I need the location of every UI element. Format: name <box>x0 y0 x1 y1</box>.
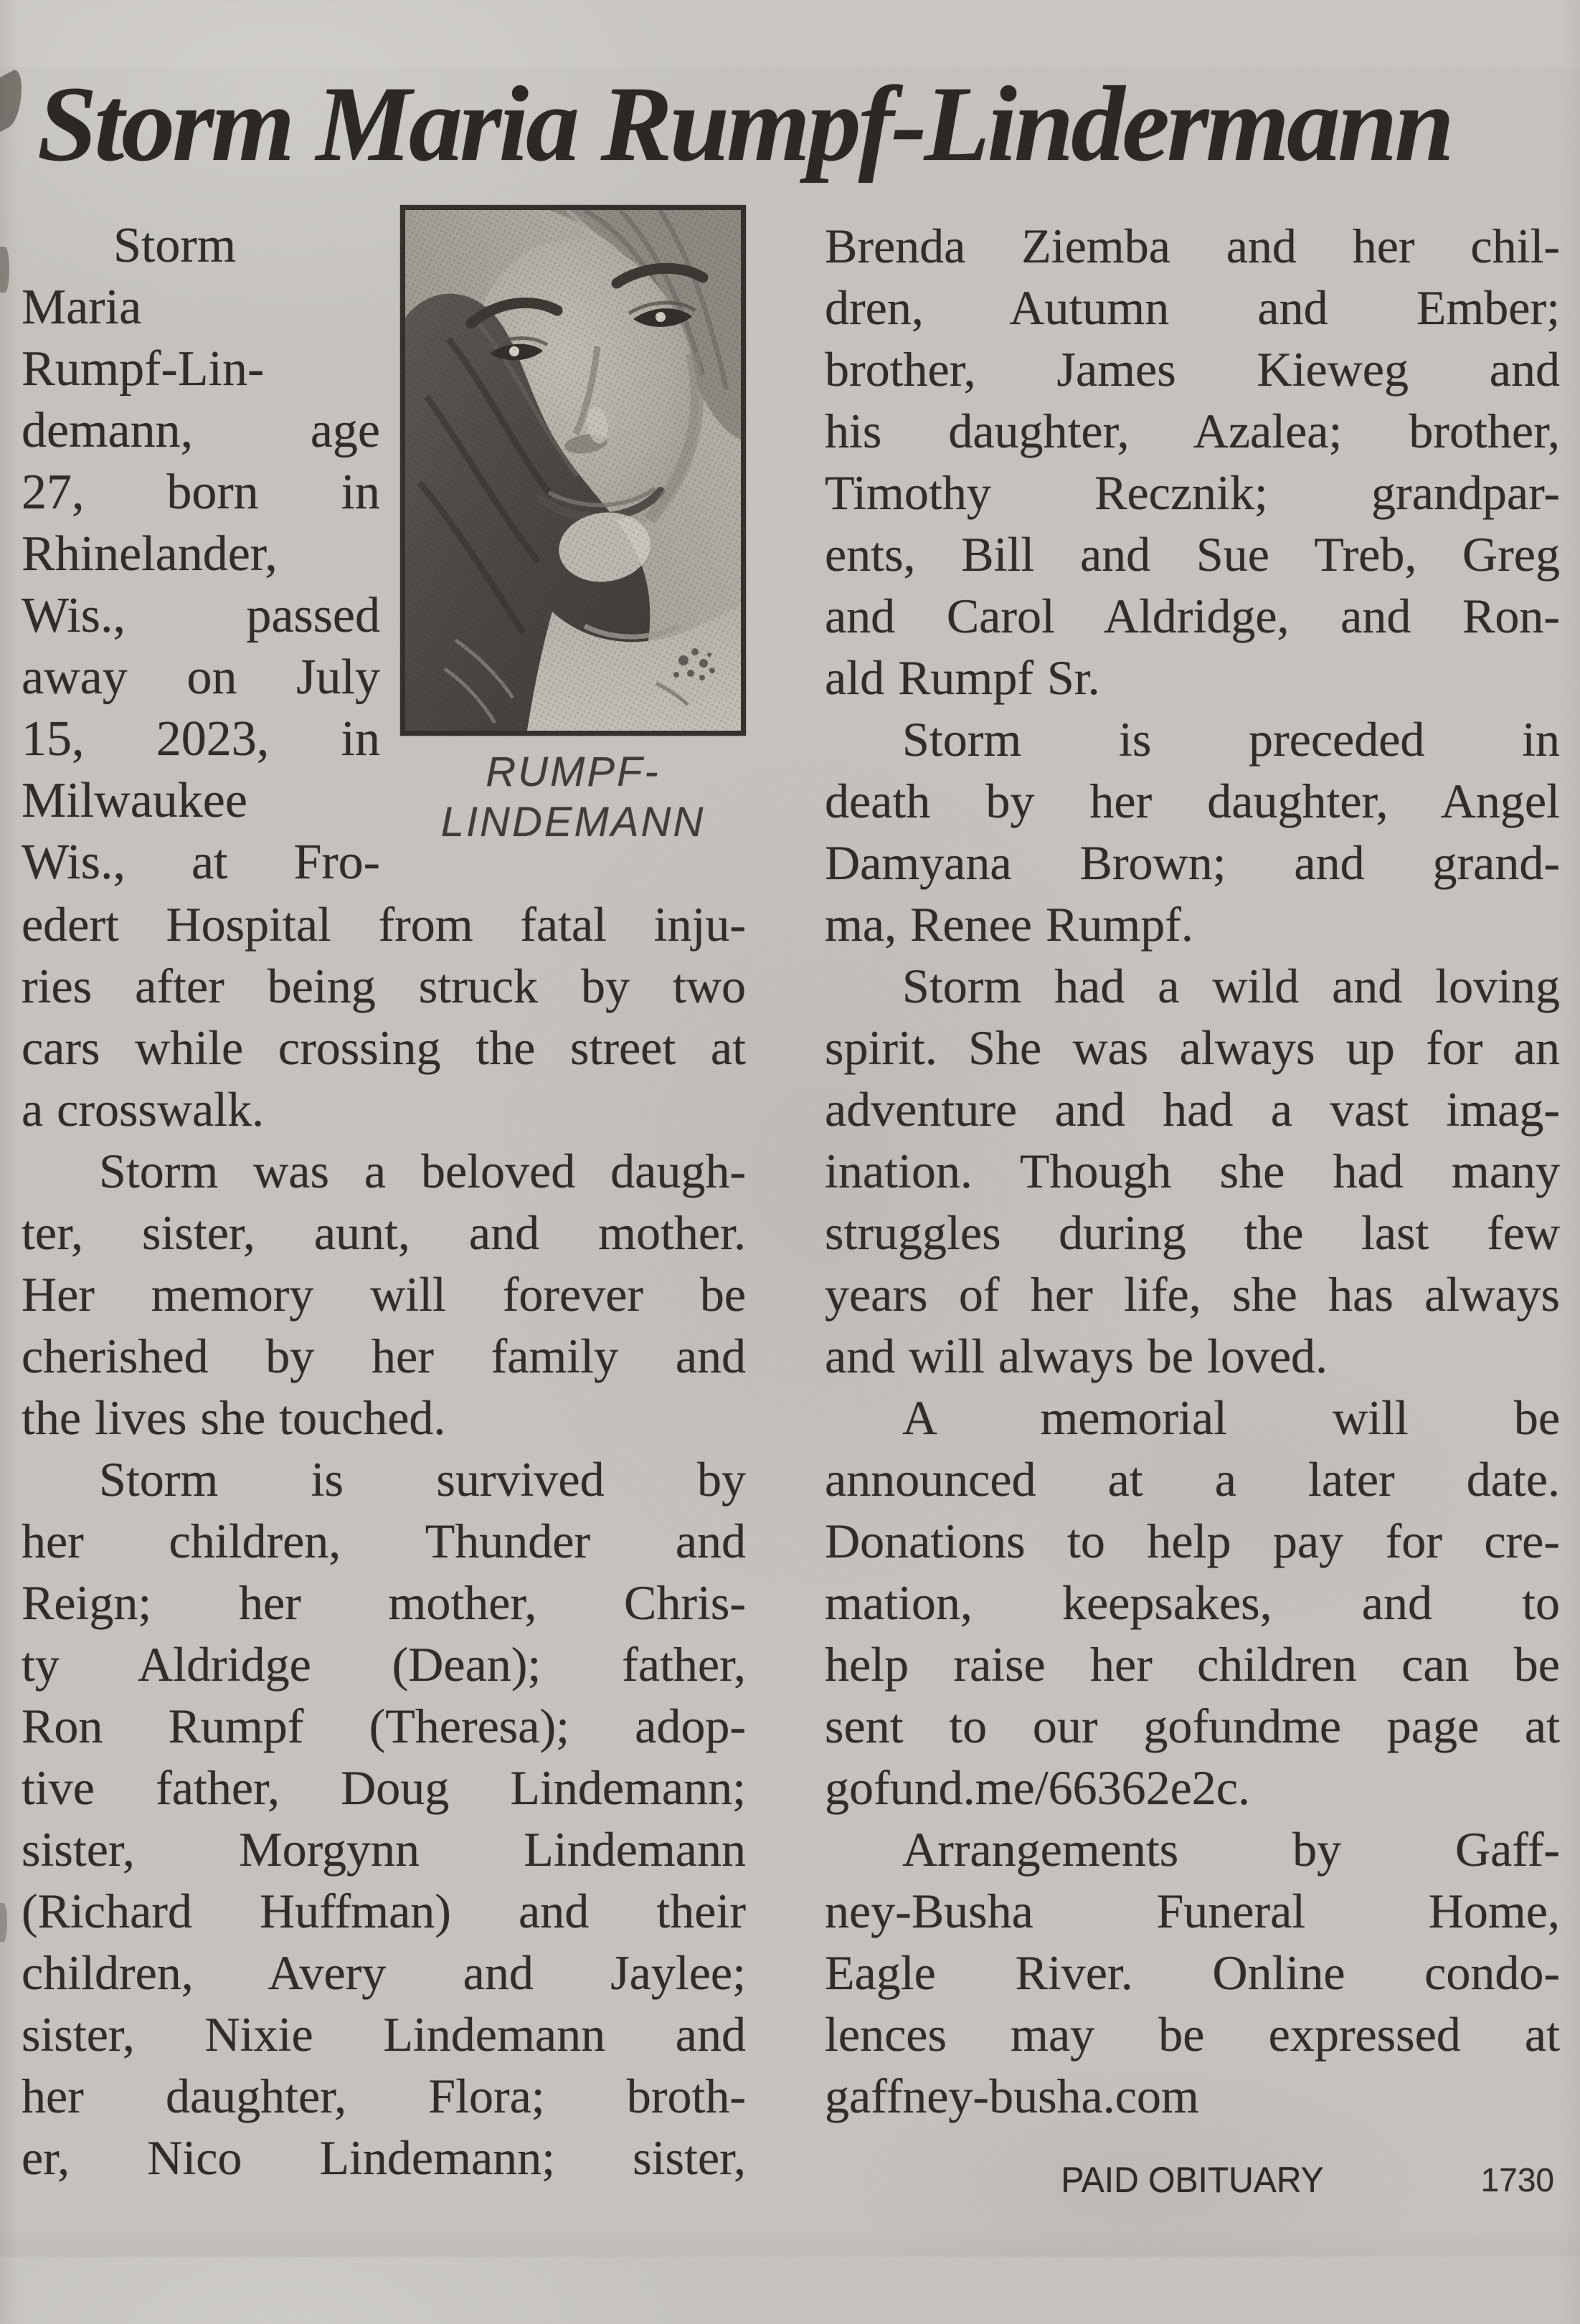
text-line: years of her life, she has always <box>825 1267 1560 1322</box>
text-line: brother, James Kieweg and <box>825 342 1560 397</box>
text-line: cherished by her family and <box>22 1329 746 1383</box>
text-line: gaffney-busha.com <box>825 2069 1199 2123</box>
text-line: announced at a later date. <box>825 1452 1560 1507</box>
text-line: Arrangements by Gaff- <box>902 1822 1560 1877</box>
text-line: Timothy Recznik; grandpar- <box>825 465 1560 520</box>
text-line: away on July <box>22 650 380 705</box>
text-line: mation, keepsakes, and to <box>825 1575 1560 1630</box>
text-line: sent to our gofundme page at <box>825 1699 1560 1753</box>
text-line: ents, Bill and Sue Treb, Greg <box>825 527 1560 582</box>
text-line: Reign; her mother, Chris- <box>22 1575 746 1630</box>
paid-obituary-label: PAID OBITUARY <box>1061 2160 1324 2200</box>
text-line: Storm is preceded in <box>902 712 1560 767</box>
text-line: Storm is survived by <box>99 1452 746 1507</box>
text-line: ney-Busha Funeral Home, <box>825 1884 1560 1938</box>
text-line: ter, sister, aunt, and mother. <box>22 1205 746 1260</box>
text-line: Donations to help pay for cre- <box>825 1514 1560 1568</box>
text-line: cars while crossing the street at <box>22 1020 746 1075</box>
text-line: er, Nico Lindemann; sister, <box>22 2130 746 2185</box>
newspaper-obituary-page <box>0 67 1580 2324</box>
photo-figure <box>400 205 746 848</box>
text-line: tive father, Doug Lindemann; <box>22 1760 746 1815</box>
text-line: dren, Autumn and Ember; <box>825 280 1560 335</box>
portrait-illustration <box>405 210 741 731</box>
text-line: 27, born in <box>22 465 380 520</box>
obituary-footer <box>825 2157 1560 2219</box>
text-line: ma, Renee Rumpf. <box>825 897 1193 952</box>
text-line: help raise her children can be <box>825 1637 1560 1692</box>
text-line: Maria <box>22 280 142 335</box>
photo-caption-line2: LINDEMANN <box>440 799 706 845</box>
text-line: ald Rumpf Sr. <box>825 650 1100 705</box>
text-line: sister, Nixie Lindemann and <box>22 2007 746 2062</box>
text-line: Eagle River. Online condo- <box>825 1945 1560 2000</box>
text-line: struggles during the last few <box>825 1205 1560 1260</box>
obituary-number: 1730 <box>1480 2161 1554 2199</box>
text-line: her daughter, Flora; broth- <box>22 2069 746 2123</box>
text-line: and will always be loved. <box>825 1329 1328 1383</box>
text-line: Wis., passed <box>22 588 380 643</box>
text-line: sister, Morgynn Lindemann <box>22 1822 746 1877</box>
text-line: ination. Though she had many <box>825 1144 1560 1198</box>
text-line: edert Hospital from fatal inju- <box>22 897 746 952</box>
text-line: Wis., at Fro- <box>22 835 380 890</box>
text-line: Brenda Ziemba and her chil- <box>825 219 1560 273</box>
left-column-wide-text <box>22 893 746 2188</box>
article-body <box>0 215 1580 2219</box>
text-line: the lives she touched. <box>22 1390 446 1445</box>
left-column <box>22 215 746 2219</box>
photo-caption-line1: RUMPF- <box>486 749 661 795</box>
text-line: children, Avery and Jaylee; <box>22 1945 746 2000</box>
left-column-narrow-text <box>22 215 380 893</box>
text-line: A memorial will be <box>902 1390 1560 1445</box>
text-line: her children, Thunder and <box>22 1514 746 1568</box>
right-column <box>825 215 1560 2219</box>
text-line: spirit. She was always up for an <box>825 1020 1560 1075</box>
scan-artifact-mark <box>0 66 22 132</box>
text-line: ries after being struck by two <box>22 959 746 1013</box>
text-line: and Carol Aldridge, and Ron- <box>825 589 1560 643</box>
text-line: gofund.me/66362e2c. <box>825 1760 1250 1815</box>
text-line: adventure and had a vast imag- <box>825 1082 1560 1137</box>
text-line: death by her daughter, Angel <box>825 774 1560 828</box>
text-line: lences may be expressed at <box>825 2007 1560 2062</box>
text-line: a crosswalk. <box>22 1082 265 1137</box>
portrait-photo <box>400 205 746 736</box>
text-line: (Richard Huffman) and their <box>22 1884 746 1938</box>
text-line: Storm was a beloved daugh- <box>99 1144 746 1198</box>
text-line: Storm had a wild and loving <box>902 959 1560 1013</box>
scan-artifact-mark <box>0 1903 7 1942</box>
text-line: Damyana Brown; and grand- <box>825 835 1560 890</box>
text-line: Ron Rumpf (Theresa); adop- <box>22 1699 746 1753</box>
text-line: Rumpf-Lin- <box>22 341 265 397</box>
right-column-text <box>825 215 1560 2127</box>
text-line: Rhinelander, <box>22 526 278 582</box>
text-line: Her memory will forever be <box>22 1267 746 1322</box>
text-line: Storm <box>113 218 237 273</box>
scan-artifact-mark <box>0 247 9 293</box>
obituary-headline: Storm Maria Rumpf-Lindermann <box>37 65 1452 184</box>
text-line: demann, age <box>22 403 380 458</box>
text-line: 15, 2023, in <box>22 711 380 767</box>
text-line: Milwaukee <box>22 773 247 828</box>
text-line: ty Aldridge (Dean); father, <box>22 1637 746 1692</box>
text-line: his daughter, Azalea; brother, <box>825 404 1560 458</box>
photo-caption <box>400 747 746 848</box>
